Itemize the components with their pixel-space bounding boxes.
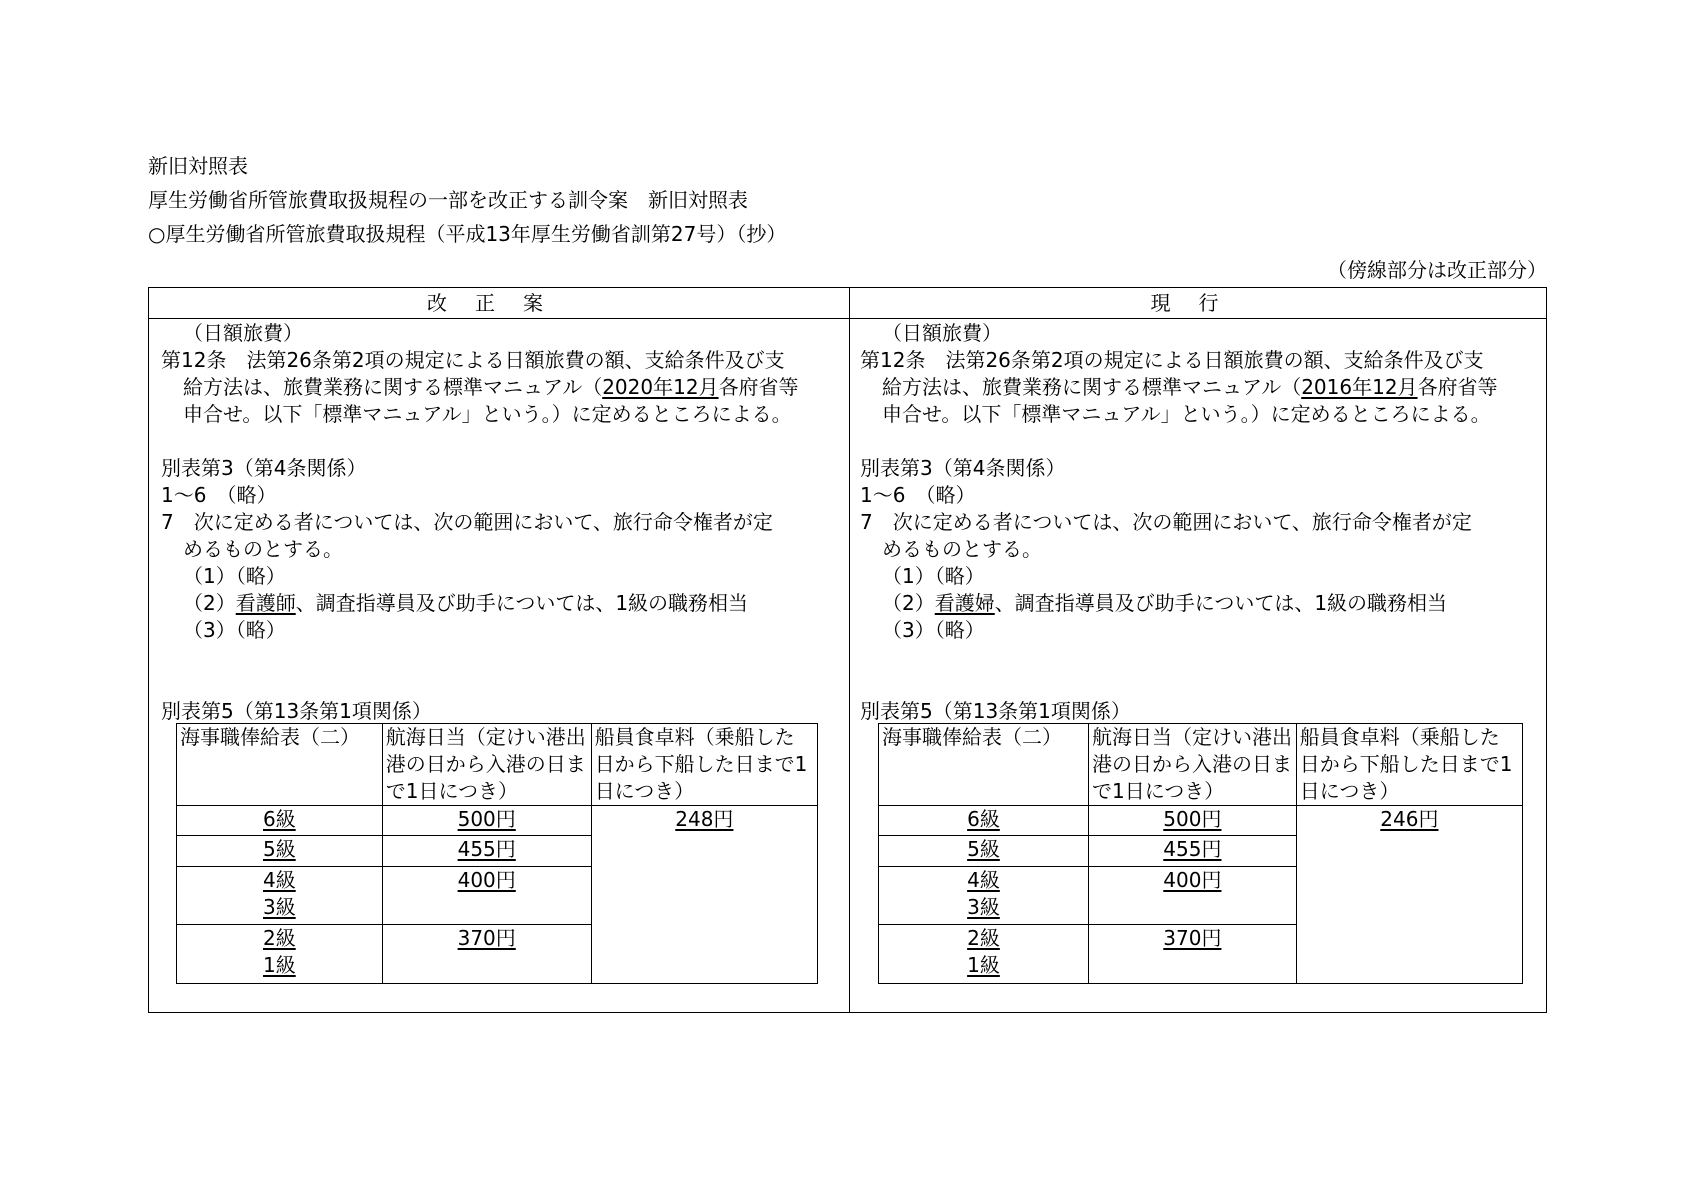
grade-value: 6級	[967, 807, 1000, 831]
allowance-cell	[382, 867, 591, 925]
text-segment: 別表第5（第13条第1項関係）	[860, 699, 1131, 723]
text-line	[161, 347, 799, 374]
text-segment: 別表第3（第4条関係）	[161, 456, 367, 480]
text-line	[161, 617, 799, 644]
text-segment: 給方法は、旅費業務に関する標準マニュアル（	[183, 375, 603, 399]
text-segment: 申合せ。以下「標準マニュアル」という。）に定めるところによる。	[882, 402, 1491, 426]
text-segment: （日額旅費）	[183, 321, 303, 345]
text-line	[161, 455, 799, 482]
grade-label	[882, 894, 1085, 921]
grade-value: 2級	[262, 926, 296, 950]
text-line	[860, 617, 1498, 644]
text-line	[860, 401, 1498, 428]
text-segment: 第12条 法第26条第2項の規定による日額旅費の額、支給条件及び支	[860, 348, 1484, 372]
allowance-value: 400円	[457, 868, 516, 892]
text-line	[161, 374, 799, 401]
table-header-cell: 航海日当（定けい港出港の日から入港の日まで1日につき）	[382, 724, 591, 806]
table-header-row	[177, 724, 818, 806]
allowance-value: 400円	[1163, 868, 1222, 892]
table-header-cell: 海事職俸給表（二）	[177, 724, 383, 806]
grade-cell	[177, 836, 383, 867]
text-segment: （1）（略）	[882, 564, 985, 588]
text-line	[860, 590, 1498, 617]
column-header-current: 現行	[1150, 291, 1247, 315]
allowance-cell	[1088, 806, 1296, 836]
text-segment: 第12条 法第26条第2項の規定による日額旅費の額、支給条件及び支	[161, 348, 785, 372]
meal-allowance-cell	[1296, 806, 1522, 984]
text-segment: 7 次に定める者については、次の範囲において、旅行命令権者が定	[860, 510, 1472, 534]
text-line	[161, 509, 799, 536]
table-header-cell: 船員食卓料（乗船した日から下船した日まで1日につき）	[1296, 724, 1522, 806]
text-segment: 1～6 （略）	[860, 483, 976, 507]
allowance-cell	[1088, 925, 1296, 984]
text-line	[161, 536, 799, 563]
text-line	[860, 320, 1498, 347]
text-segment: 7 次に定める者については、次の範囲において、旅行命令権者が定	[161, 510, 773, 534]
grade-value: 2級	[967, 926, 1000, 950]
grade-label	[882, 925, 1085, 952]
grade-value: 5級	[262, 837, 296, 861]
text-line	[161, 482, 799, 509]
text-line	[860, 374, 1498, 401]
grade-value: 1級	[262, 953, 296, 977]
grade-cell	[177, 925, 383, 984]
text-segment: （日額旅費）	[882, 321, 1002, 345]
text-line	[860, 347, 1498, 374]
text-segment: 、調査指導員及び助手については、1級の職務相当	[994, 591, 1448, 615]
allowance-cell	[1088, 836, 1296, 867]
text-segment: （2）	[183, 591, 236, 615]
grade-cell	[177, 806, 383, 836]
text-line	[860, 644, 1498, 671]
text-line	[860, 698, 1498, 725]
salary-table-current	[878, 723, 1523, 984]
text-segment: （2）	[882, 591, 935, 615]
grade-cell	[879, 836, 1089, 867]
allowance-cell	[1088, 867, 1296, 925]
text-line	[860, 563, 1498, 590]
grade-label	[180, 806, 379, 833]
amended-text: 看護婦	[934, 591, 995, 615]
meal-allowance-value: 248円	[675, 807, 734, 831]
text-segment: 申合せ。以下「標準マニュアル」という。）に定めるところによる。	[183, 402, 792, 426]
grade-label	[180, 952, 379, 979]
text-line	[161, 320, 799, 347]
grade-cell	[879, 806, 1089, 836]
amended-text: 2016年12月	[1301, 375, 1418, 399]
grade-cell	[177, 867, 383, 925]
text-line	[860, 536, 1498, 563]
text-segment: 別表第3（第4条関係）	[860, 456, 1066, 480]
allowance-value: 500円	[1163, 807, 1222, 831]
grade-cell	[879, 925, 1089, 984]
revised-column	[161, 320, 799, 725]
grade-label	[180, 836, 379, 863]
meal-allowance-cell	[591, 806, 817, 984]
text-line	[161, 590, 799, 617]
text-line	[161, 563, 799, 590]
grade-value: 3級	[262, 895, 296, 919]
text-line	[161, 401, 799, 428]
grade-label	[882, 806, 1085, 833]
meal-allowance-value: 246円	[1380, 807, 1439, 831]
table-row	[879, 806, 1523, 836]
allowance-value: 455円	[1163, 837, 1222, 861]
grade-label	[882, 952, 1085, 979]
grade-value: 4級	[967, 868, 1000, 892]
text-segment: 1～6 （略）	[161, 483, 277, 507]
allowance-cell	[382, 806, 591, 836]
grade-value: 5級	[967, 837, 1000, 861]
grade-value: 1級	[967, 953, 1000, 977]
allowance-value: 500円	[457, 807, 516, 831]
text-line	[161, 698, 799, 725]
grade-label	[180, 867, 379, 894]
grade-value: 3級	[967, 895, 1000, 919]
table-header-cell: 海事職俸給表（二）	[879, 724, 1089, 806]
text-line	[860, 428, 1498, 455]
grade-cell	[879, 867, 1089, 925]
header-divider	[149, 318, 1546, 319]
underline-note: （傍線部分は改正部分）	[1327, 258, 1547, 282]
allowance-cell	[382, 925, 591, 984]
column-header-revised: 改正案	[427, 291, 571, 315]
allowance-value: 370円	[1163, 926, 1222, 950]
text-line	[161, 644, 799, 671]
amended-text: 2020年12月	[602, 375, 719, 399]
salary-table-revised	[176, 723, 818, 984]
text-line	[860, 455, 1498, 482]
text-line	[860, 509, 1498, 536]
text-segment: 給方法は、旅費業務に関する標準マニュアル（	[882, 375, 1302, 399]
text-line	[860, 482, 1498, 509]
table-header-cell: 船員食卓料（乗船した日から下船した日まで1日につき）	[591, 724, 817, 806]
text-segment: めるものとする。	[183, 537, 343, 561]
text-segment: めるものとする。	[882, 537, 1042, 561]
grade-value: 4級	[262, 868, 296, 892]
grade-label	[882, 867, 1085, 894]
grade-label	[180, 894, 379, 921]
law-title: ○厚生労働省所管旅費取扱規程（平成13年厚生労働省訓第27号）（抄）	[148, 222, 787, 246]
text-segment: 別表第5（第13条第1項関係）	[161, 699, 432, 723]
table-header-row	[879, 724, 1523, 806]
document-subtitle: 厚生労働省所管旅費取扱規程の一部を改正する訓令案 新旧対照表	[148, 188, 748, 212]
text-line	[161, 428, 799, 455]
text-segment: 、調査指導員及び助手については、1級の職務相当	[295, 591, 749, 615]
text-segment: （3）（略）	[183, 618, 286, 642]
allowance-cell	[382, 836, 591, 867]
grade-label	[180, 925, 379, 952]
grade-label	[882, 836, 1085, 863]
comparison-table	[148, 287, 1547, 1013]
current-column	[860, 320, 1498, 725]
text-line	[860, 671, 1498, 698]
table-row	[177, 806, 818, 836]
text-segment: 各府省等	[1417, 375, 1498, 399]
grade-value: 6級	[262, 807, 296, 831]
column-divider	[849, 288, 850, 1012]
amended-text: 看護師	[235, 591, 296, 615]
allowance-value: 370円	[457, 926, 516, 950]
document-title: 新旧対照表	[148, 154, 248, 178]
text-segment: （1）（略）	[183, 564, 286, 588]
table-header-cell: 航海日当（定けい港出港の日から入港の日まで1日につき）	[1088, 724, 1296, 806]
text-line	[161, 671, 799, 698]
allowance-value: 455円	[457, 837, 516, 861]
text-segment: （3）（略）	[882, 618, 985, 642]
text-segment: 各府省等	[718, 375, 799, 399]
